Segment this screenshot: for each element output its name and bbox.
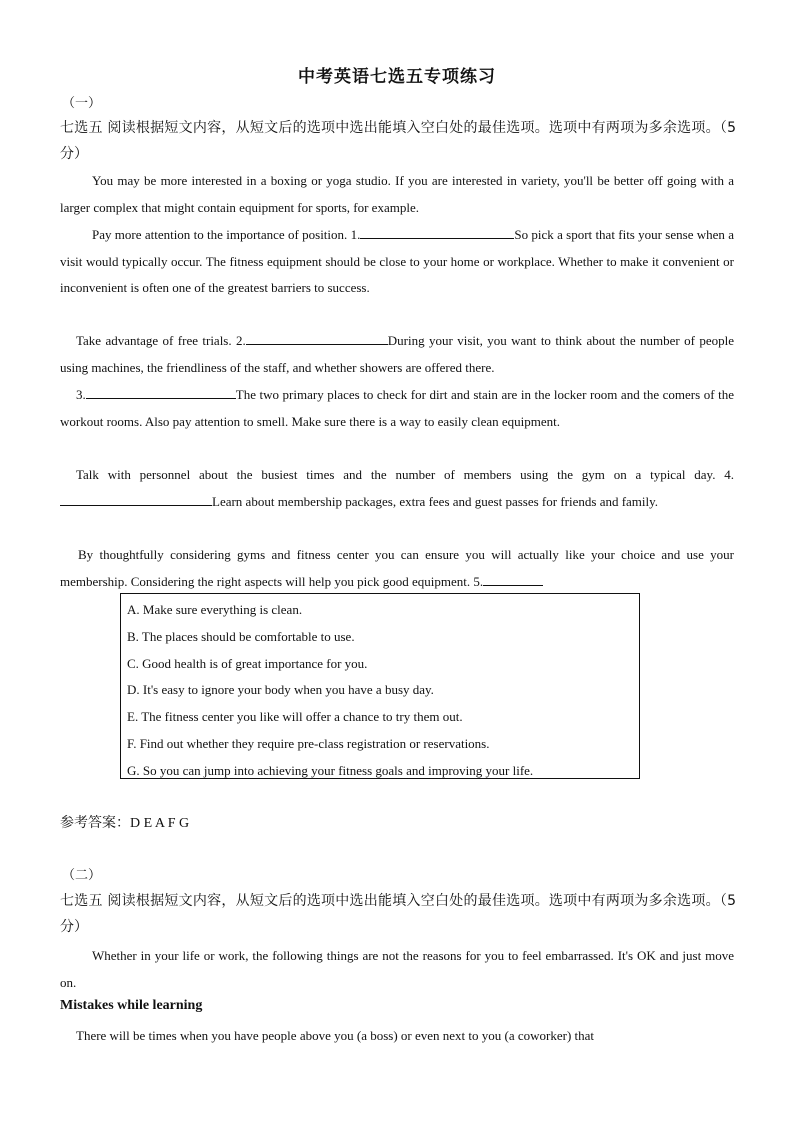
section-2-subheading: Mistakes while learning: [60, 998, 203, 1013]
paragraph-5-start: Talk with personnel about the busiest times and the number of members using the gym on a typical day. 4.: [76, 467, 734, 482]
paragraph-2-start: Pay more attention to the importance of position. 1.: [92, 227, 361, 242]
paragraph-4-start: 3.: [76, 387, 86, 402]
blank-4[interactable]: [60, 491, 212, 506]
paragraph-2-rest: So pick a sport that fits your sense when a visit would typically occur. The fitness equipment should be close to your home or workplace. Whether to make it convenient or inconvenient is often one of the greatest barriers to success.: [60, 227, 735, 296]
answer-key-label: 参考答案：: [60, 815, 130, 831]
section-2-paragraph-2: There will be times when you have people above you (a boss) or even next to you (a coworker) that: [76, 1028, 595, 1043]
option-d: D. It's easy to ignore your body when you have a busy day.: [127, 682, 434, 698]
option-a: A. Make sure everything is clean.: [127, 602, 303, 617]
section-1-paragraph-4: [60, 382, 734, 435]
blank-2[interactable]: [246, 330, 388, 345]
option-e: E. The fitness center you like will offer a chance to try them out.: [127, 709, 463, 725]
section-1-paragraph-5: [60, 462, 734, 515]
option-f: F. Find out whether they require pre-class registration or reservations.: [127, 735, 490, 751]
section-1-paragraph-2: [60, 222, 734, 302]
section-1-paragraph-1: You may be more interested in a boxing or yoga studio. If you are interested in variety, you'll be better off going with a larger complex that might contain equipment for sports, for example.: [60, 173, 734, 215]
page-title: 中考英语七选五专项练习: [298, 67, 496, 87]
paragraph-3-rest: During your visit, you want to think about the number of people using machines, the friendliness of the staff, and whether showers are offered there.: [60, 333, 734, 375]
options-box: [120, 593, 640, 779]
paragraph-4-rest: The two primary places to check for dirt and stain are in the locker room and the comers of the workout rooms. Also pay attention to smell. Make sure there is a way to easily clean equipment.: [60, 387, 734, 429]
section-1-label: （一）: [62, 96, 102, 111]
answer-key: [60, 812, 189, 832]
option-g: G. So you can jump into achieving your fitness goals and improving your life.: [127, 762, 534, 778]
paragraph-3-start: Take advantage of free trials. 2.: [76, 333, 246, 348]
blank-1[interactable]: [360, 224, 514, 239]
paragraph-5-rest: Learn about membership packages, extra fees and guest passes for friends and family.: [212, 493, 659, 509]
option-b: B. The places should be comfortable to use.: [127, 628, 355, 644]
blank-5[interactable]: [483, 571, 543, 586]
section-1-instruction: 七选五 阅读根据短文内容，从短文后的选项中选出能填入空白处的最佳选项。选项中有两项为多余选项。（5分）: [60, 120, 736, 162]
section-2-paragraph-1: Whether in your life or work, the following things are not the reasons for you to feel embarrassed. It's OK and just move on.: [60, 948, 734, 990]
section-1-paragraph-6: [60, 542, 734, 595]
section-1-paragraph-3: [60, 328, 734, 381]
section-2-label: （二）: [62, 868, 102, 883]
section-2-instruction: 七选五 阅读根据短文内容，从短文后的选项中选出能填入空白处的最佳选项。选项中有两项为多余选项。（5分）: [60, 893, 736, 935]
blank-3[interactable]: [86, 384, 236, 399]
answer-key-value: D E A F G: [130, 816, 190, 831]
option-c: C. Good health is of great importance for you.: [127, 655, 368, 671]
paragraph-6-start: By thoughtfully considering gyms and fitness center you can ensure you will actually like your choice and use your membership. Considering the right aspects will help you pick good equipment. 5.: [60, 547, 734, 589]
